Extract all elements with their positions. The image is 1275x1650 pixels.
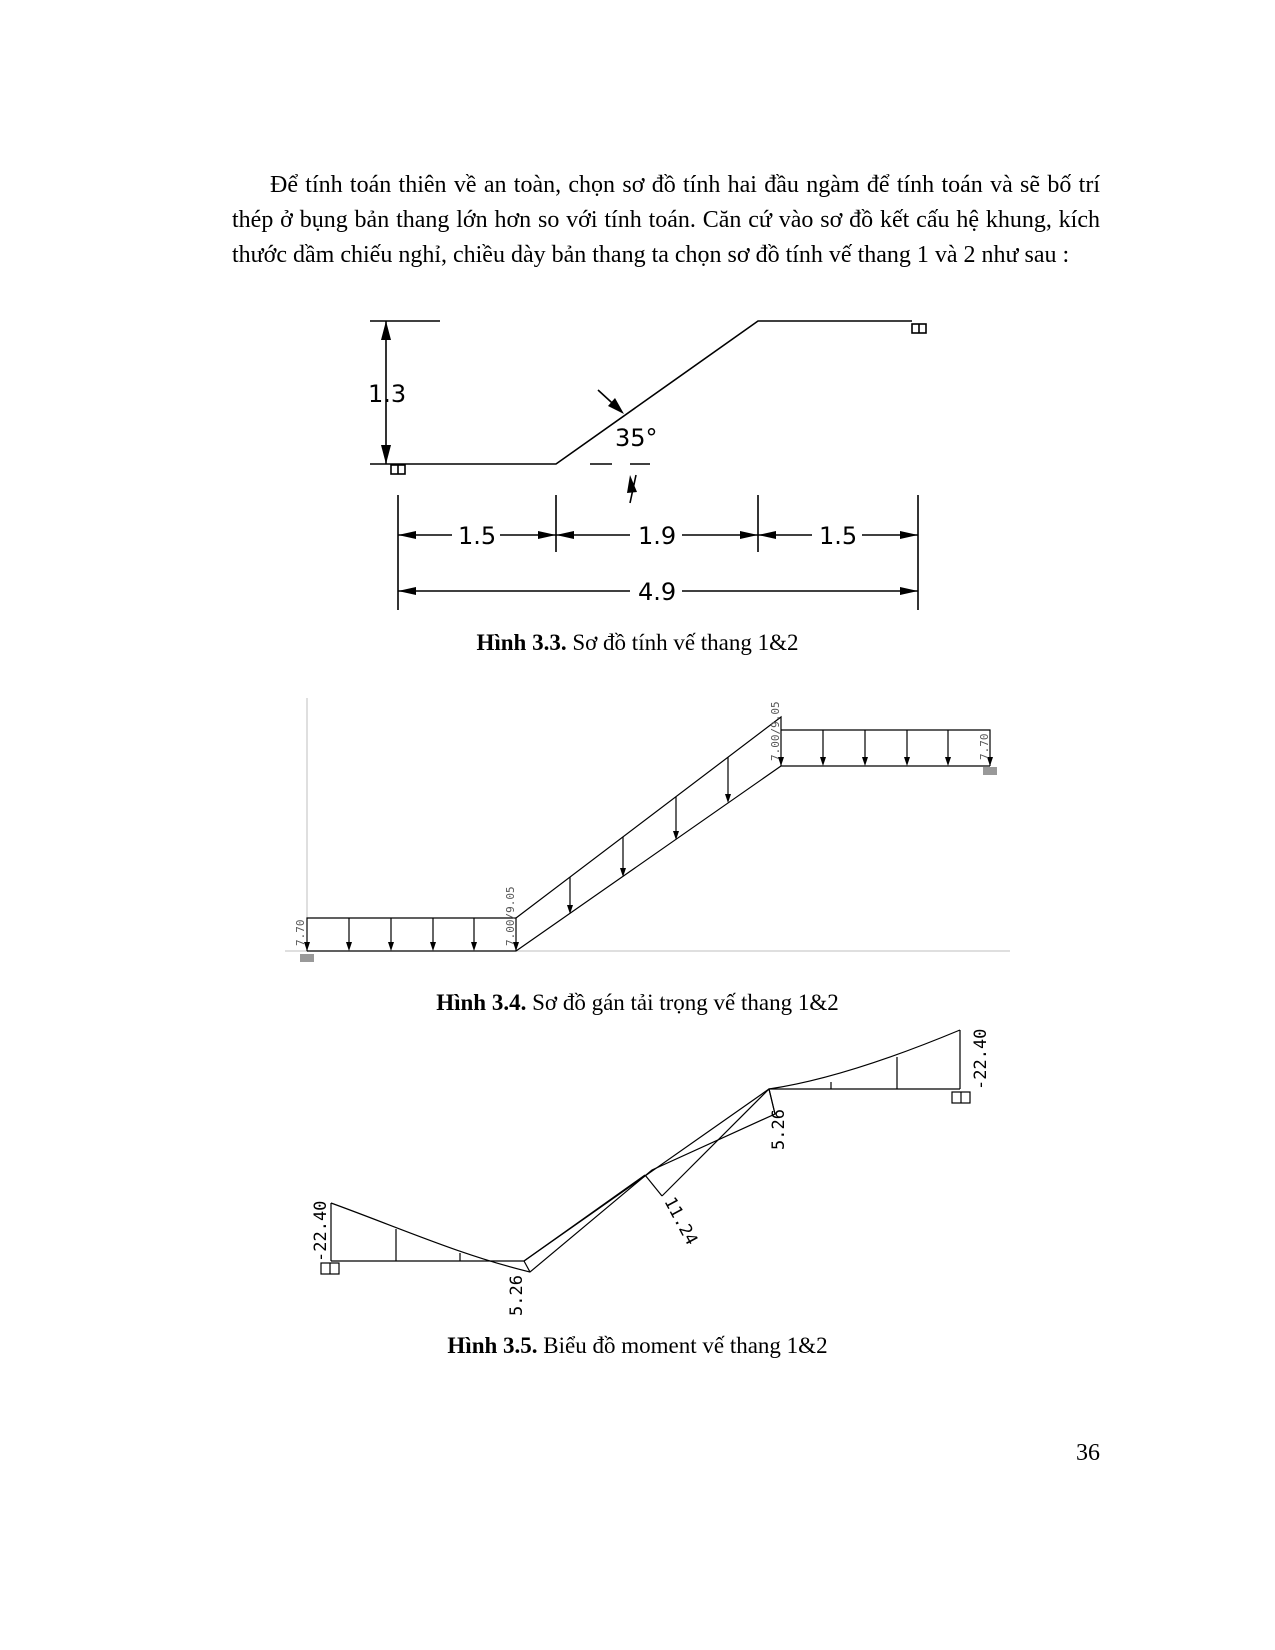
caption-3-4-text: Sơ đồ gán tải trọng vế thang 1&2 (526, 990, 839, 1015)
moment-label-top-joint: 5.26 (769, 1109, 789, 1150)
load-label-left: 7.70 (294, 919, 307, 946)
load-label-right: 7.70 (978, 733, 991, 760)
body-paragraph: Để tính toán thiên về an toàn, chọn sơ đồ tính hai đầu ngàm để tính toán và sẽ bố trí thép ở bụng bản thang lớn hơn so với tính toán. Căn cứ vào sơ đồ kết cấu hệ khung, kích thước dầm chiếu nghỉ, chiều dày bản thang ta chọn sơ đồ tính vế thang 1 và 2 như sau : (232, 172, 1100, 268)
load-label-joint-top: 7.00/9.05 (769, 701, 782, 761)
page-number: 36 (1076, 1440, 1100, 1466)
caption-3-4-number: Hình 3.4. (436, 990, 527, 1015)
caption-3-3-text: Sơ đồ tính vế thang 1&2 (566, 630, 799, 655)
caption-3-5 (0, 1333, 1275, 1359)
caption-3-3-number: Hình 3.3. (476, 630, 567, 655)
dim-total-label: 4.9 (638, 578, 677, 606)
moment-label-right: -22.40 (971, 1028, 991, 1090)
moment-label-bottom-joint: 5.26 (507, 1275, 527, 1316)
load-label-joint-bottom: 7.00/9.05 (504, 886, 517, 946)
height-label: 1.3 (368, 380, 407, 408)
angle-label: 35° (615, 424, 658, 452)
moment-label-left: -22.40 (311, 1200, 331, 1262)
dim-mid-label: 1.9 (638, 522, 677, 550)
dim-right-label: 1.5 (819, 522, 858, 550)
caption-3-5-number: Hình 3.5. (447, 1333, 538, 1358)
moment-label-mid: 11.24 (659, 1193, 702, 1249)
dim-left-label: 1.5 (458, 522, 497, 550)
caption-3-5-text: Biểu đồ moment vế thang 1&2 (537, 1333, 828, 1358)
